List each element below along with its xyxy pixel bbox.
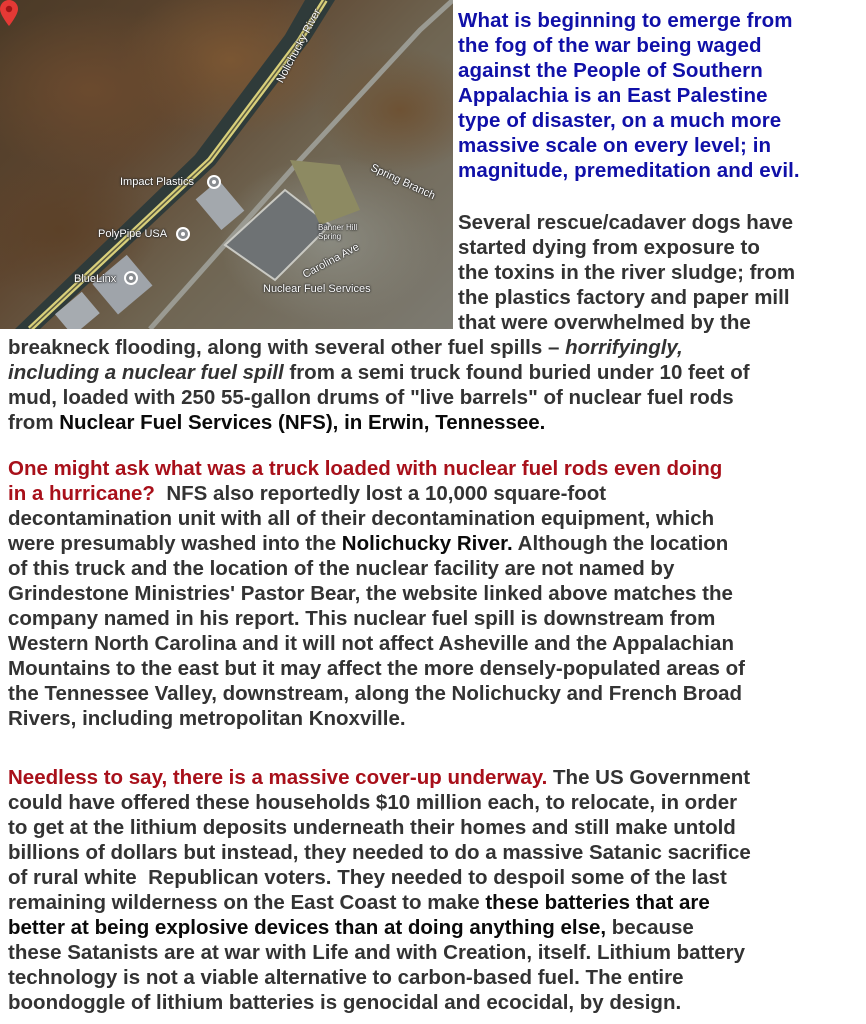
emphasis-text: including a nuclear fuel spill — [8, 361, 284, 384]
poi-marker-icon[interactable] — [207, 175, 221, 189]
text-line — [8, 410, 860, 435]
text-run: NFS also reportedly lost a 10,000 square-foot — [154, 482, 607, 505]
batteries-link-text[interactable]: better at being explosive devices than at doing anything else, — [8, 916, 607, 939]
location-pin-icon[interactable] — [0, 0, 18, 26]
text-line: Mountains to the east but it may affect the more densely-populated areas of — [8, 657, 745, 680]
intro-line: What is beginning to emerge from — [458, 9, 793, 32]
intro-line: against the People of Southern — [458, 59, 763, 82]
poi-marker-icon[interactable] — [124, 271, 138, 285]
text-line: of rural white Republican voters. They needed to despoil some of the last — [8, 866, 727, 889]
highlight-line: One might ask what was a truck loaded with nuclear fuel rods even doing — [8, 457, 723, 480]
text-line — [8, 890, 860, 915]
text-line: Grindestone Ministries' Pastor Bear, the website linked above matches the — [8, 582, 733, 605]
text-line: these Satanists are at war with Life and with Creation, itself. Lithium battery — [8, 941, 746, 964]
text-line: mud, loaded with 250 55-gallon drums of "live barrels" of nuclear fuel rods — [8, 386, 734, 409]
text-line: company named in his report. This nuclear fuel spill is downstream from — [8, 607, 716, 630]
text-line — [8, 335, 860, 360]
map-label-river: Nolichucky River — [274, 7, 324, 85]
paragraph-3 — [8, 765, 860, 1015]
text-run: were presumably washed into the — [8, 532, 342, 555]
text-line: of this truck and the location of the nuclear facility are not named by — [8, 557, 675, 580]
text-run: breakneck flooding, along with several other fuel spills – — [8, 336, 566, 359]
text-line: Several rescue/cadaver dogs have — [458, 211, 794, 234]
map-label-impact-plastics: Impact Plastics — [120, 176, 194, 188]
map-label-spring-branch: Spring Branch — [368, 161, 437, 203]
text-line — [8, 360, 860, 385]
building — [196, 180, 245, 230]
text-line: to get at the lithium deposits underneath their homes and still make untold — [8, 816, 736, 839]
text-line: Rivers, including metropolitan Knoxville. — [8, 707, 406, 730]
text-line: decontamination unit with all of their decontamination equipment, which — [8, 507, 715, 530]
intro-line: massive scale on every level; in — [458, 134, 772, 157]
highlight-text: in a hurricane? — [8, 482, 155, 505]
text-line — [8, 915, 860, 940]
map-label-bluelinx: BlueLinx — [74, 273, 117, 285]
intro-line: the fog of the war being waged — [458, 34, 762, 57]
map-label-banner-hill-spring: Banner Hill Spring — [318, 223, 358, 241]
highlight-text: Needless to say, there is a massive cover-up underway. — [8, 766, 548, 789]
text-line: Western North Carolina and it will not affect Asheville and the Appalachian — [8, 632, 734, 655]
text-run: from a semi truck found buried under 10 feet of — [283, 361, 750, 384]
intro-line: type of disaster, on a much more — [458, 109, 782, 132]
text-line: the Tennessee Valley, downstream, along the Nolichucky and French Broad — [8, 682, 743, 705]
text-run: Although the location — [512, 532, 729, 555]
river-shape — [15, 0, 335, 329]
text-line — [8, 481, 860, 506]
map-label-polypipe: PolyPipe USA — [98, 228, 168, 240]
text-line — [8, 531, 860, 556]
intro-statement — [458, 8, 864, 183]
map-features — [0, 0, 453, 329]
text-line: boondoggle of lithium batteries is genocidal and ecocidal, by design. — [8, 991, 682, 1014]
intro-line: magnitude, premeditation and evil. — [458, 159, 800, 182]
text-line: started dying from exposure to — [458, 236, 760, 259]
intro-line: Appalachia is an East Palestine — [458, 84, 768, 107]
nolichucky-link-text[interactable]: Nolichucky River. — [341, 532, 513, 555]
map-label-nuclear-fuel-services: Nuclear Fuel Services — [263, 283, 371, 295]
text-line: technology is not a viable alternative to carbon-based fuel. The entire — [8, 966, 684, 989]
batteries-link-text[interactable]: these batteries that are — [485, 891, 710, 914]
emphasis-text: horrifyingly, — [565, 336, 683, 359]
satellite-map-image — [0, 0, 453, 329]
text-run: The US Government — [547, 766, 751, 789]
paragraph-1-continued — [8, 335, 860, 435]
text-run: from — [8, 411, 60, 434]
text-run: remaining wilderness on the East Coast to make — [8, 891, 486, 914]
text-line: the toxins in the river sludge; from — [458, 261, 796, 284]
text-line: could have offered these households $10 million each, to relocate, in order — [8, 791, 738, 814]
text-line: that were overwhelmed by the — [458, 311, 751, 334]
paragraph-2 — [8, 456, 860, 731]
paragraph-1-wrap-text — [458, 210, 858, 335]
text-line: billions of dollars but instead, they needed to do a massive Satanic sacrifice — [8, 841, 751, 864]
poi-marker-icon[interactable] — [176, 227, 190, 241]
text-line — [8, 765, 860, 790]
text-run: because — [606, 916, 694, 939]
map-label-street: Carolina Ave — [300, 241, 362, 281]
text-line: the plastics factory and paper mill — [458, 286, 790, 309]
nfs-link-text[interactable]: Nuclear Fuel Services (NFS), in Erwin, Tennessee. — [59, 411, 546, 434]
